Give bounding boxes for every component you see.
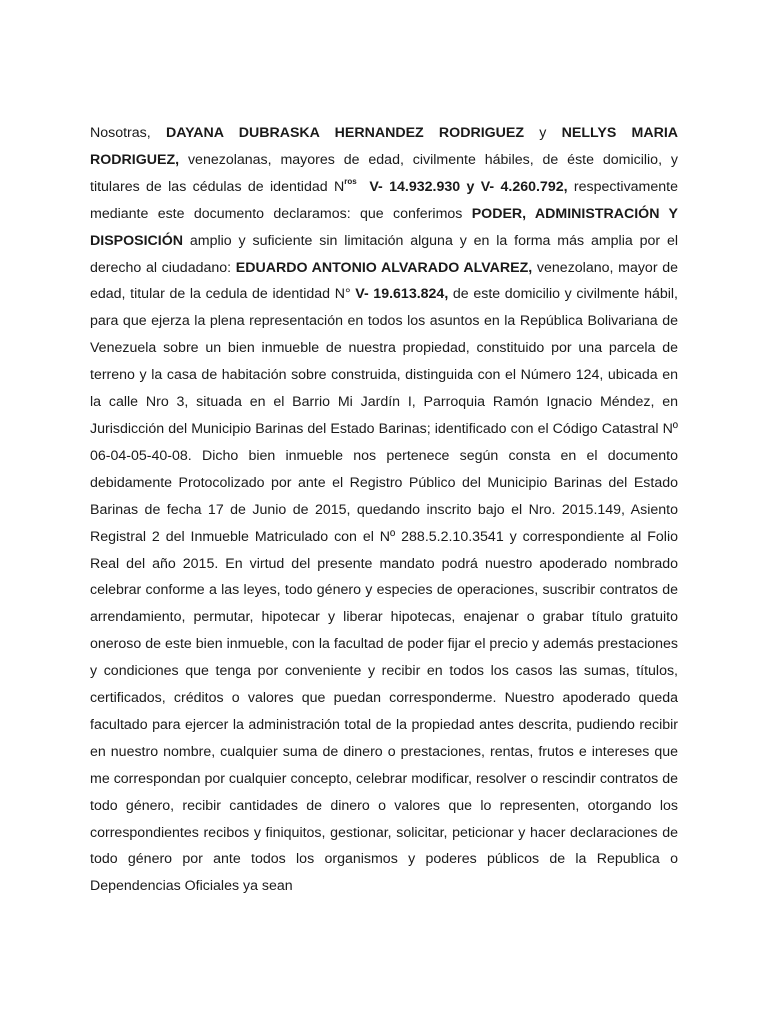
text-power-scope: amplio y suficiente sin limitación alguna y en la forma más amplia por el derecho al ciudadano: <box>90 232 678 276</box>
text-attorney-details: venezolano, mayor de edad, titular de la cedula de identidad N° <box>90 259 679 303</box>
attorney-id-number: V- 19.613.824, <box>355 286 449 303</box>
grantor-name-2: NELLYS MARIA RODRIGUEZ, <box>90 125 679 168</box>
text-intro: Nosotras, <box>90 125 166 141</box>
document-body <box>90 120 678 900</box>
grantor-id-numbers: V- 14.932.930 y V- 4.260.792, <box>369 178 568 195</box>
text-grantor-details: venezolanas, mayores de edad, civilmente hábiles, de éste domicilio, y titulares de las cédulas de identidad N <box>90 151 678 195</box>
text-conjunction: y <box>524 125 562 141</box>
grantor-name-1: DAYANA DUBRASKA HERNANDEZ RODRIGUEZ <box>165 125 525 141</box>
text-declaration: respectivamente mediante este documento declaramos: que conferimos <box>90 178 678 222</box>
power-type: PODER, ADMINISTRACIÓN Y DISPOSICIÓN <box>90 205 678 249</box>
attorney-name: EDUARDO ANTONIO ALVARADO ALVAREZ, <box>235 259 533 276</box>
text-body: de este domicilio y civilmente hábil, para que ejerza la plena representación en todos los asuntos en la República Bolivariana de Venezuela sobre un bien inmueble de nuestra propiedad, constituido por una parcela de terreno y la casa de habitación sobre construida, distinguida con el Número 124, ubicada en la calle Nro 3, situada en el Barrio Mi Jardín I, Parroquia Ramón Ignacio Méndez, en Jurisdicción del Municipio Barinas del Estado Barinas; identificado con el Código Catastral Nº 06-04-05-40-08. Dicho bien inmueble nos pertenece según consta en el documento debidamente Protocolizado por ante el Registro Público del Municipio Barinas del Estado Barinas de fecha 17 de Junio de 2015, quedando inscrito bajo el Nro. 2015.149, Asiento Registral 2 del Inmueble Matriculado con el Nº 288.5.2.10.3541 y correspondiente al Folio Real del año 2015. En virtud del presente mandato podrá nuestro apoderado nombrado celebrar conforme a las leyes, todo género y especies de operaciones, suscribir contratos de arrendamiento, permutar, hipotecar y liberar hipotecas, enajenar o grabar título gratuito oneroso de este bien inmueble, con la facultad de poder fijar el precio y además prestaciones y condiciones que tenga por conveniente y recibir en todos los casos las sumas, títulos, certificados, créditos o valores que puedan corresponderme. Nuestro apoderado queda facultado para ejercer la administración total de la propiedad antes descrita, pudiendo recibir en nuestro nombre, cualquier suma de dinero o prestaciones, rentas, frutos e intereses que me correspondan por cualquier concepto, celebrar modificar, resolver o rescindir contratos de todo género, recibir cantidades de dinero o valores que lo representen, otorgando los correspondientes recibos y finiquitos, gestionar, solicitar, peticionar y hacer declaraciones de todo género por ante todos los organismos y poderes públicos de la Republica o Dependencias Oficiales ya sean <box>90 286 678 895</box>
power-of-attorney-paragraph <box>90 120 678 900</box>
ros-superscript: ros <box>344 176 357 186</box>
text-spacer <box>357 179 370 195</box>
